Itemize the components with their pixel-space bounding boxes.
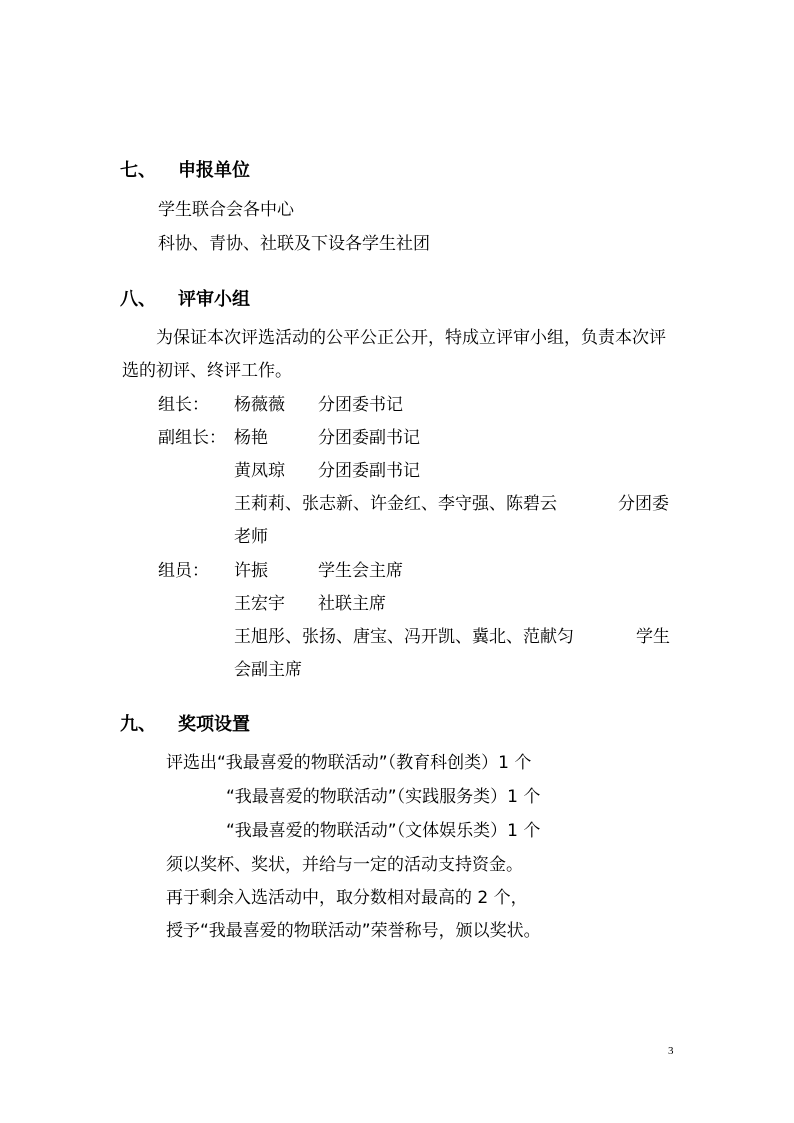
section8-heading <box>120 288 250 312</box>
member2-name: 王宏宇 <box>234 594 285 614</box>
member3-role-b: 会副主席 <box>234 660 302 680</box>
member2-role: 社联主席 <box>318 594 386 614</box>
award-line-5: 再于剩余入选活动中，取分数相对最高的 2 个， <box>166 888 528 908</box>
section7-item-1: 学生联合会各中心 <box>158 200 294 220</box>
teachers-role-b: 老师 <box>234 527 268 547</box>
section7-number: 七、 <box>120 160 156 181</box>
page-number: 3 <box>668 1045 674 1057</box>
vice1-name: 杨艳 <box>234 428 268 448</box>
member1-name: 许振 <box>234 561 268 581</box>
section7-title: 申报单位 <box>178 160 250 181</box>
vice-label: 副组长： <box>158 428 226 448</box>
section8-title: 评审小组 <box>178 289 250 310</box>
section9-number: 九、 <box>120 714 156 735</box>
teachers-role-a: 分团委 <box>618 494 669 514</box>
member3-names: 王旭彤、张扬、唐宝、冯开凯、冀北、范献匀 <box>234 627 574 647</box>
member1-role: 学生会主席 <box>318 561 403 581</box>
section8-number: 八、 <box>120 289 156 310</box>
vice2-name: 黄凤琼 <box>234 461 285 481</box>
award-line-1: 评选出“我最喜爱的物联活动”（教育科创类）1 个 <box>166 753 532 773</box>
teachers-names: 王莉莉、张志新、许金红、李守强、陈碧云 <box>234 494 557 514</box>
member-label: 组员： <box>158 561 209 581</box>
leader-role: 分团委书记 <box>318 395 403 415</box>
vice2-role: 分团委副书记 <box>318 461 420 481</box>
vice1-role: 分团委副书记 <box>318 428 420 448</box>
award-line-3: “我最喜爱的物联活动”（文体娱乐类）1 个 <box>226 821 541 841</box>
award-line-2: “我最喜爱的物联活动”（实践服务类）1 个 <box>226 787 541 807</box>
award-line-6: 授予“我最喜爱的物联活动”荣誉称号，颁以奖状。 <box>166 921 541 941</box>
member3-role-a: 学生 <box>636 627 670 647</box>
leader-label: 组长： <box>158 395 209 415</box>
section7-heading <box>120 159 250 183</box>
section7-item-2: 科协、青协、社联及下设各学生社团 <box>158 234 430 254</box>
section8-intro: 为保证本次评选活动的公平公正公开，特成立评审小组，负责本次评选的初评、终评工作。 <box>122 328 666 381</box>
leader-name: 杨薇薇 <box>234 395 285 415</box>
section9-title: 奖项设置 <box>178 714 250 735</box>
award-line-4: 须以奖杯、奖状，并给与一定的活动支持资金。 <box>166 855 523 875</box>
section9-heading <box>120 713 250 737</box>
